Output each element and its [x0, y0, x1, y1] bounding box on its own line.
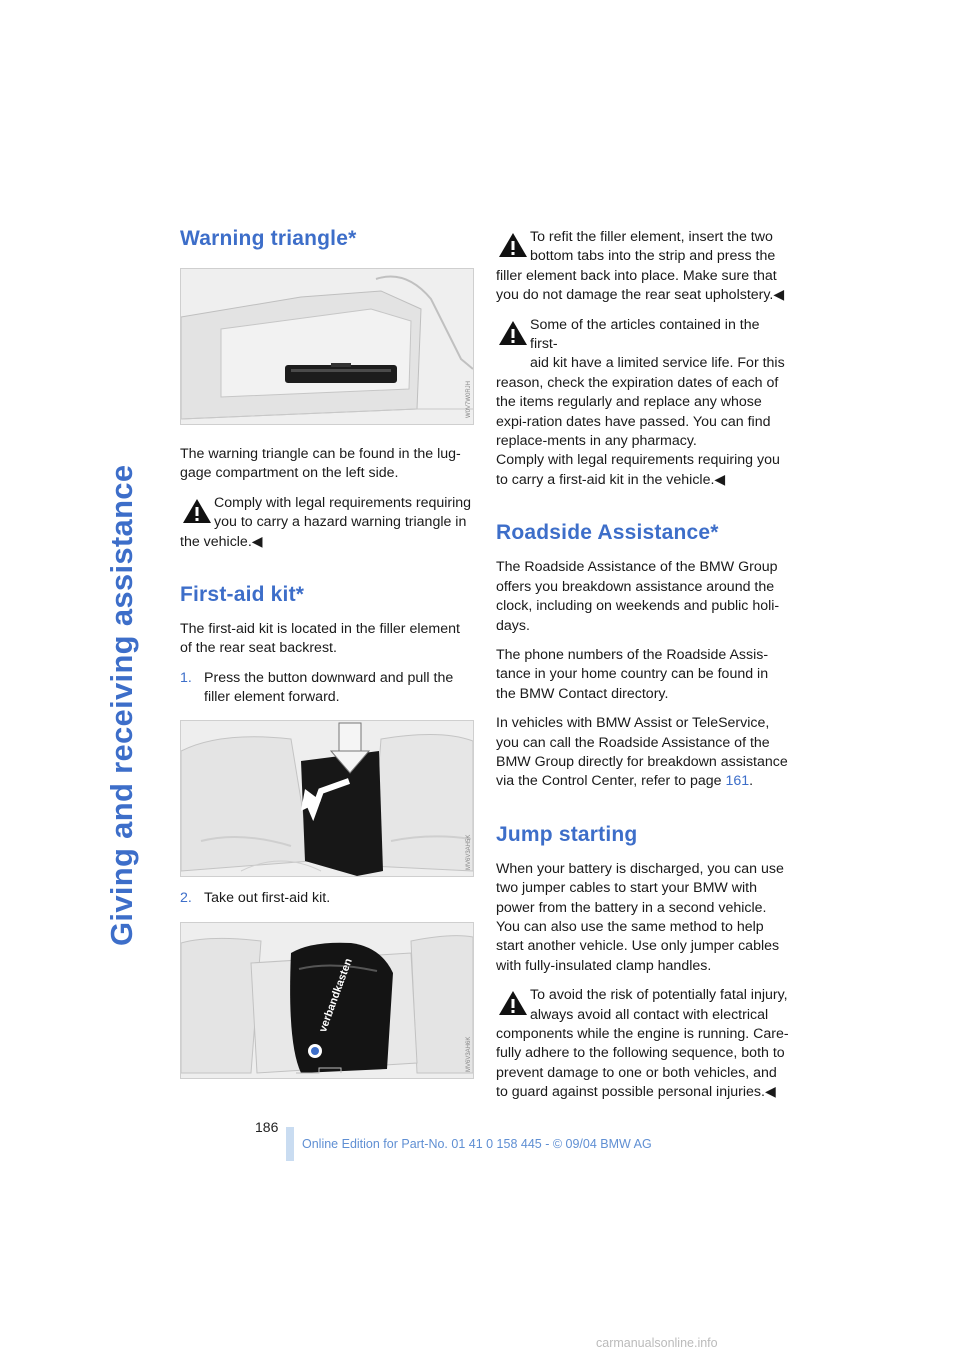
first-aid-steps-2	[180, 889, 474, 908]
step-1	[180, 669, 474, 708]
jump-warn-rest: components while the engine is running. Care-fully adhere to the following sequence, both to prevent damage to one or both vehicles, and to guard against possible personal injuries.◀	[496, 1026, 789, 1101]
figure-code: MV6V3AH5K	[466, 834, 472, 870]
expiry-line-1: Some of the articles contained in the first-	[530, 316, 760, 353]
heading-warning-triangle: Warning triangle*	[180, 227, 357, 250]
heading-jump-starting: Jump starting	[496, 822, 638, 846]
figure-luggage-compartment	[180, 268, 474, 425]
first-aid-steps	[180, 669, 474, 708]
refit-line-1: To refit the filler element, insert the two	[530, 229, 773, 245]
roadside-p1: The Roadside Assistance of the BMW Group offers you breakdown assistance around the clock, including on weekends and public holi-days.	[496, 559, 780, 634]
roadside-p3	[496, 714, 790, 792]
figure-code: W0V7W0RJH	[466, 380, 472, 418]
warning-icon	[496, 988, 530, 1018]
expiry-rest: reason, check the expiration dates of each of the items regularly and replace any whose expi-ration dates have passed. You can find replace-ments in any pharmacy.	[496, 374, 779, 450]
figure-filler-element	[180, 720, 474, 877]
warn-line-2: you to carry a hazard warning triangle in	[214, 514, 467, 531]
page-number: 186	[255, 1119, 279, 1135]
right-column	[496, 228, 790, 1103]
step-2	[180, 889, 474, 908]
filler-element-illustration	[181, 721, 473, 876]
expiry-rest-2: Comply with legal requirements requiring you to carry a first-aid kit in the vehicle.◀	[496, 452, 780, 488]
step-2-number: 2.	[180, 889, 192, 906]
refit-line-2: bottom tabs into the strip and press the	[530, 248, 776, 265]
left-column	[180, 226, 474, 1079]
warning-triangle-body: The warning triangle can be found in the lug-gage compartment on the left side.	[180, 446, 461, 482]
svg-text:verbandkasten: verbandkasten	[316, 956, 355, 1034]
expiry-line-2: aid kit have a limited service life. For this	[530, 355, 785, 372]
footer-bar	[286, 1127, 294, 1161]
roadside-p2: The phone numbers of the Roadside Assis-tance in your home country can be found in the BMW Contact directory.	[496, 646, 769, 702]
warn-line-1: Comply with legal requirements requiring	[214, 494, 472, 511]
first-aid-kit-illustration	[181, 923, 473, 1078]
warn-rest: the vehicle.◀	[180, 533, 263, 550]
figure-first-aid-kit	[180, 922, 474, 1079]
footer-edition: Online Edition for Part-No. 01 41 0 158 445 - © 09/04 BMW AG	[302, 1137, 652, 1151]
jump-p1: When your battery is discharged, you can use two jumper cables to start your BMW with power from the battery in a second vehicle. You can also use the same method to help start another vehicle. Use only jumper cables with fully-insulated clamp handles.	[496, 860, 784, 974]
step-1-number: 1.	[180, 669, 192, 686]
roadside-p3-text: In vehicles with BMW Assist or TeleService, you can call the Roadside Assistance of the BMW Group directly for breakdown assistance via the Control Center, refer to page	[496, 715, 788, 790]
warning-note-hazard-triangle	[180, 494, 474, 552]
step-1-text: Press the button downward and pull the filler element forward.	[204, 669, 454, 706]
heading-roadside-assistance: Roadside Assistance*	[496, 521, 719, 545]
warning-note-jump	[496, 986, 790, 1102]
luggage-compartment-illustration	[181, 269, 473, 424]
warning-note-refit	[496, 228, 790, 306]
page-link-161[interactable]: 161	[725, 773, 750, 790]
sidebar-title-text: Giving and receiving assistance	[104, 464, 139, 946]
roadside-p3-end: .	[749, 773, 754, 790]
warning-icon	[496, 230, 530, 260]
jump-warn-line-1: To avoid the risk of potentially fatal injury,	[530, 987, 788, 1004]
heading-first-aid-kit: First-aid kit*	[180, 583, 305, 607]
refit-rest: filler element back into place. Make sure that you do not damage the rear seat upholstery.◀	[496, 267, 785, 304]
watermark: carmanualsonline.info	[596, 1336, 718, 1350]
figure-code: MV6V3AH6K	[466, 1036, 472, 1073]
warning-note-expiry	[496, 316, 790, 491]
warning-icon	[180, 496, 214, 526]
jump-warn-line-2: always avoid all contact with electrical	[530, 1006, 769, 1023]
sidebar-section-title	[104, 226, 154, 946]
warning-icon	[496, 318, 530, 348]
first-aid-body: The first-aid kit is located in the filler element of the rear seat backrest.	[180, 621, 460, 657]
step-2-text: Take out first-aid kit.	[204, 889, 331, 906]
